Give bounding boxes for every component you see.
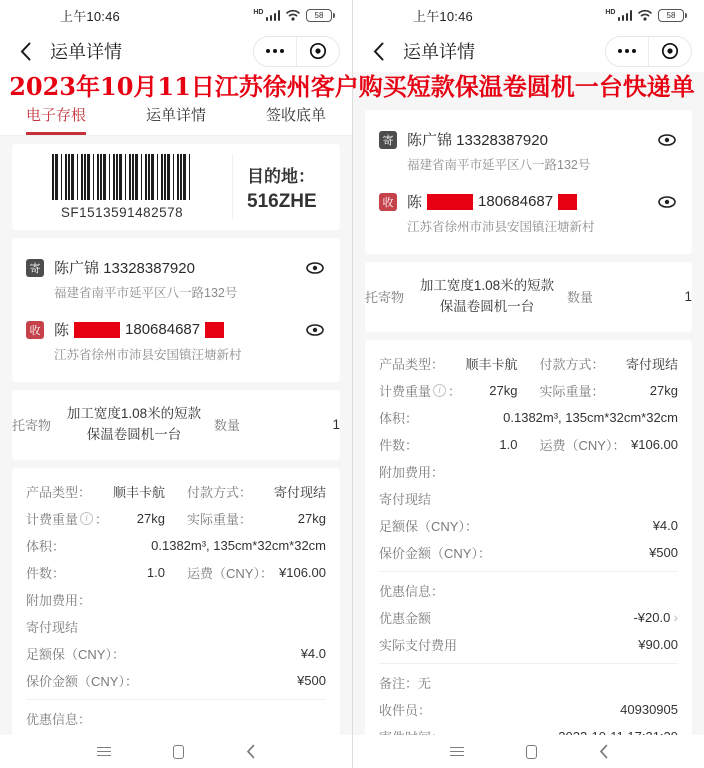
pay-method-label: 付款方式： <box>539 356 605 372</box>
billed-weight-value: 27kg <box>136 510 165 526</box>
redaction-block <box>74 322 120 338</box>
freight-label: 运费（CNY）： <box>187 565 273 581</box>
chevron-left-icon <box>20 42 31 61</box>
volume-value: 0.1382m³, 135cm*32cm*32cm <box>151 537 326 553</box>
goods-name: 加工宽度1.08米的短款保温卷圆机一台 <box>66 406 202 442</box>
waybill-number: SF1513591482578 <box>60 205 184 220</box>
android-nav-bar <box>353 735 704 768</box>
actual-weight-label: 实际重量： <box>187 511 253 527</box>
product-type-label: 产品类型： <box>26 484 92 500</box>
pay-method-label: 付款方式： <box>187 484 253 500</box>
remark-text: 备注：无 <box>379 675 432 691</box>
receiver-phone: 180684687 <box>125 321 201 338</box>
sender-address: 福建省南平市延平区八一路132号 <box>407 158 591 172</box>
show-sender-button[interactable] <box>658 133 676 173</box>
redaction-block <box>558 194 577 210</box>
nav-bar <box>0 30 352 72</box>
status-bar <box>353 0 704 30</box>
freight-value: ¥106.00 <box>279 564 326 580</box>
menu-button[interactable] <box>97 747 111 756</box>
target-icon <box>661 42 679 60</box>
product-type-label: 产品类型： <box>379 356 445 372</box>
goods-label: 托寄物 <box>12 418 52 434</box>
tab-signed-receipt[interactable]: 签收底单 <box>265 107 326 124</box>
pieces-value: 1.0 <box>146 564 165 580</box>
battery-icon: 58 <box>658 9 684 22</box>
surcharge-label: 附加费用： <box>379 464 445 480</box>
show-sender-button[interactable] <box>306 261 324 301</box>
miniprogram-capsule <box>605 36 692 67</box>
more-icon <box>266 49 284 53</box>
info-icon[interactable] <box>80 512 93 525</box>
volume-label: 体积： <box>26 538 66 554</box>
wifi-icon <box>637 9 653 21</box>
full-cover-label: 足额保（CNY）： <box>379 518 478 534</box>
miniprogram-capsule <box>253 36 340 67</box>
sender-badge: 寄 <box>26 259 44 277</box>
goods-label: 托寄物 <box>365 290 405 306</box>
menu-button[interactable] <box>450 747 464 756</box>
destination-section <box>232 154 340 220</box>
barcode-section <box>12 154 232 220</box>
courier-label: 收件员： <box>379 702 432 718</box>
goods-card <box>365 262 692 332</box>
wifi-icon <box>285 9 301 21</box>
address-card <box>365 110 692 254</box>
show-receiver-button[interactable] <box>306 323 324 363</box>
back-button[interactable] <box>365 38 391 64</box>
redaction-block <box>427 194 473 210</box>
pay-settle-text: 寄付现结 <box>26 619 79 635</box>
sender-row <box>26 248 326 310</box>
actual-paid-value: ¥90.00 <box>638 636 678 652</box>
discount-row[interactable] <box>379 604 678 631</box>
sender-row <box>379 120 678 182</box>
receiver-name-phone <box>54 319 298 340</box>
destination-code: 516ZHE <box>247 190 317 212</box>
signal-icon <box>266 10 281 21</box>
quantity-value: 1 <box>332 417 340 433</box>
tab-waybill-detail[interactable]: 运单详情 <box>145 107 206 124</box>
target-icon <box>309 42 327 60</box>
product-type-value: 顺丰卡航 <box>112 484 165 500</box>
colon: ： <box>95 511 109 527</box>
sender-name-phone: 陈广锦 13328387920 <box>407 132 548 149</box>
discount-label: 优惠金额 <box>379 610 432 626</box>
redaction-block <box>205 322 224 338</box>
receiver-address: 江苏省徐州市沛县安国镇汪塘新村 <box>407 220 595 234</box>
sender-info <box>407 129 650 173</box>
quantity-label: 数量 <box>214 418 241 434</box>
signal-icon <box>618 10 633 21</box>
chevron-left-icon <box>373 42 384 61</box>
info-icon[interactable] <box>433 384 446 397</box>
pay-method-value: 寄付现结 <box>625 356 678 372</box>
receiver-name: 陈 <box>54 322 70 339</box>
home-button[interactable] <box>526 745 537 759</box>
pay-method-value: 寄付现结 <box>273 484 326 500</box>
discount-section-label: 优惠信息： <box>26 711 92 727</box>
eye-icon <box>306 262 324 274</box>
quantity-label: 数量 <box>567 290 594 306</box>
actual-weight-value: 27kg <box>297 510 326 526</box>
receiver-address: 江苏省徐州市沛县安国镇汪塘新村 <box>54 348 242 362</box>
insured-label: 保价金额（CNY）： <box>379 545 491 561</box>
show-receiver-button[interactable] <box>658 195 676 235</box>
barcode-image <box>52 154 192 200</box>
hd-icon: HD <box>605 8 616 16</box>
receiver-name: 陈 <box>407 194 423 211</box>
receiver-phone: 180684687 <box>478 193 554 210</box>
back-button[interactable] <box>12 38 38 64</box>
battery-icon: 58 <box>306 9 332 22</box>
discount-section-label: 优惠信息： <box>379 583 445 599</box>
home-button[interactable] <box>173 745 184 759</box>
sender-badge: 寄 <box>379 131 397 149</box>
status-icons <box>605 9 684 22</box>
barcode-card <box>12 144 340 230</box>
sender-address: 福建省南平市延平区八一路132号 <box>54 286 238 300</box>
quantity-value: 1 <box>684 289 692 305</box>
hd-icon: HD <box>253 8 264 16</box>
android-back-button[interactable] <box>599 744 608 759</box>
status-bar <box>0 0 352 30</box>
product-type-value: 顺丰卡航 <box>465 356 518 372</box>
fees-card <box>365 340 692 760</box>
tab-bar <box>0 72 352 136</box>
eye-icon <box>658 134 676 146</box>
status-time: 上午10:46 <box>413 8 473 24</box>
full-cover-value: ¥4.0 <box>652 517 678 533</box>
more-icon <box>618 49 636 53</box>
actual-paid-label: 实际支付费用 <box>379 637 458 653</box>
surcharge-label: 附加费用： <box>26 592 92 608</box>
divider <box>379 663 678 664</box>
pieces-value: 1.0 <box>499 436 518 452</box>
full-cover-value: ¥4.0 <box>300 645 326 661</box>
nav-bar <box>353 30 704 72</box>
insured-value: ¥500 <box>297 672 326 688</box>
page-title: 运单详情 <box>403 42 475 62</box>
sender-info <box>54 257 298 301</box>
discount-value: -¥20.0 <box>633 609 671 625</box>
status-icons <box>253 9 332 22</box>
address-card <box>12 238 340 382</box>
eye-icon <box>306 324 324 336</box>
android-nav-bar <box>0 735 352 768</box>
volume-label: 体积： <box>379 410 419 426</box>
billed-weight-label: 计费重量 <box>26 511 79 527</box>
receiver-badge: 收 <box>379 193 397 211</box>
courier-value: 40930905 <box>620 701 678 717</box>
annotation-title: 2023年10月11日江苏徐州客户购买短款保温卷圆机一台快递单 <box>9 72 695 101</box>
receiver-row <box>379 182 678 244</box>
insured-value: ¥500 <box>649 544 678 560</box>
freight-value: ¥106.00 <box>631 436 678 452</box>
close-capsule-button[interactable] <box>297 37 339 66</box>
chevron-right-icon <box>673 609 678 625</box>
phone-right <box>352 0 704 768</box>
close-capsule-button[interactable] <box>649 37 691 66</box>
tab-electronic-stub[interactable]: 电子存根 <box>26 104 86 135</box>
eye-icon <box>658 196 676 208</box>
android-back-button[interactable] <box>246 744 255 759</box>
goods-card <box>12 390 340 460</box>
billed-weight-label: 计费重量 <box>379 383 432 399</box>
more-button[interactable] <box>606 37 649 66</box>
destination-label: 目的地： <box>247 166 315 186</box>
divider <box>379 571 678 572</box>
fees-card <box>12 468 340 768</box>
pay-settle-text: 寄付现结 <box>379 491 432 507</box>
actual-weight-value: 27kg <box>649 382 678 398</box>
colon: ： <box>448 383 462 399</box>
pieces-label: 件数： <box>379 437 419 453</box>
divider <box>26 699 326 700</box>
sender-name-phone: 陈广锦 13328387920 <box>54 260 195 277</box>
receiver-row <box>26 310 326 372</box>
freight-label: 运费（CNY）： <box>539 437 626 453</box>
insured-label: 保价金额（CNY）： <box>26 673 138 689</box>
pieces-label: 件数： <box>26 565 66 581</box>
receiver-name-phone <box>407 191 650 212</box>
goods-name: 加工宽度1.08米的短款保温卷圆机一台 <box>419 278 555 314</box>
receiver-badge: 收 <box>26 321 44 339</box>
receiver-info <box>54 319 298 363</box>
receiver-info <box>407 191 650 235</box>
actual-weight-label: 实际重量： <box>539 383 605 399</box>
page-title: 运单详情 <box>50 42 122 62</box>
billed-weight-value: 27kg <box>489 382 518 398</box>
status-time: 上午10:46 <box>60 8 120 24</box>
full-cover-label: 足额保（CNY）： <box>26 646 125 662</box>
volume-value: 0.1382m³, 135cm*32cm*32cm <box>503 409 678 425</box>
more-button[interactable] <box>254 37 297 66</box>
